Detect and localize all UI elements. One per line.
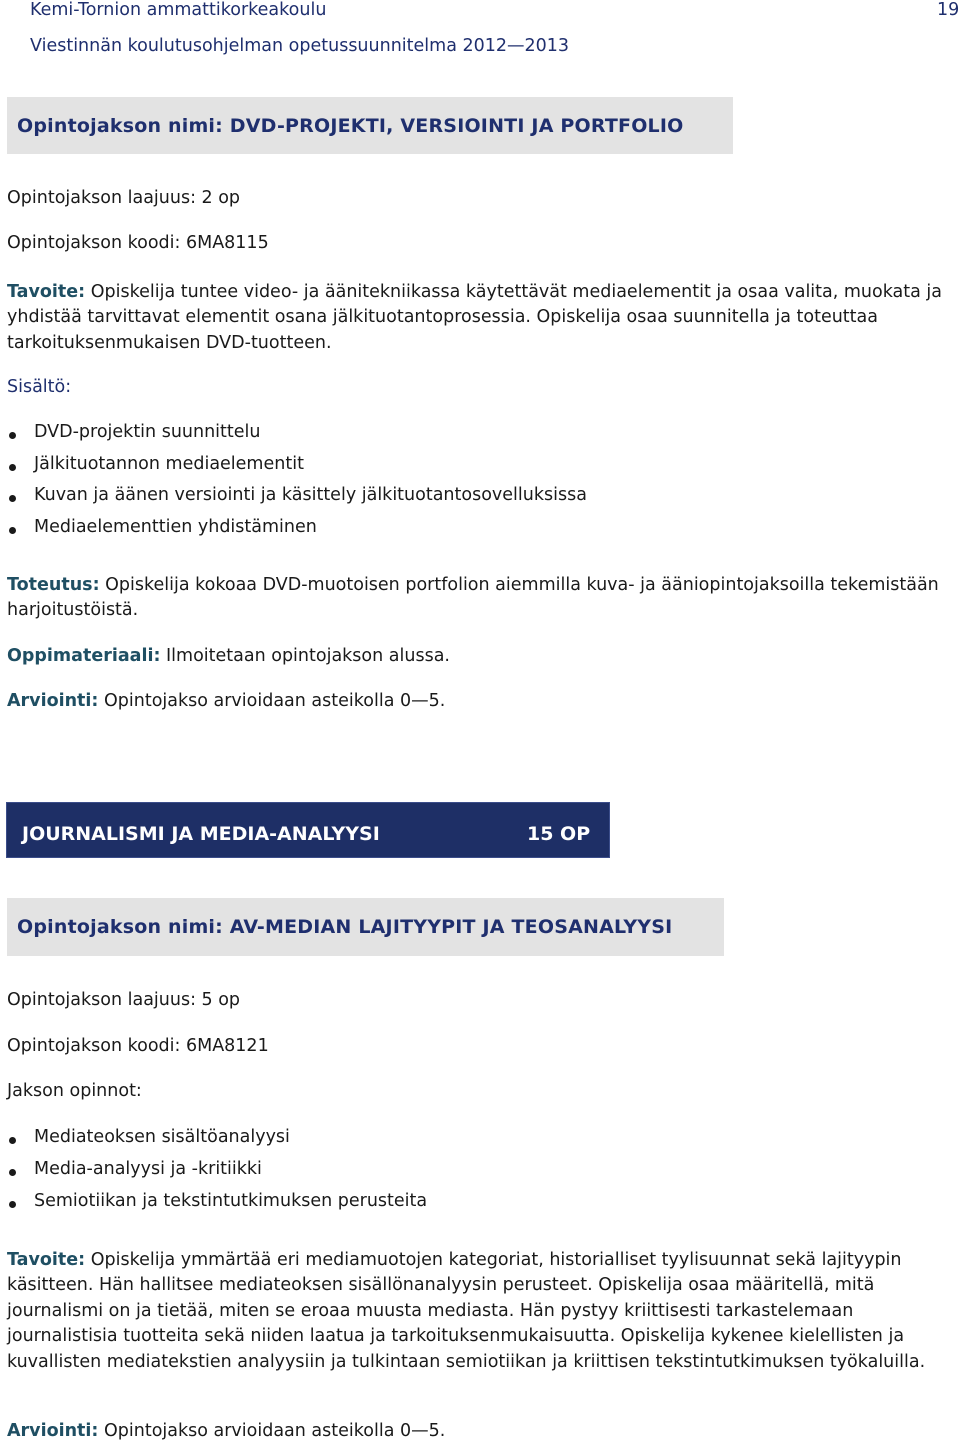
course-title: Opintojakson nimi: AV-MEDIAN LAJITYYPIT JA TEOSANALYYSI: [17, 916, 673, 938]
course-code: Opintojakson koodi: 6MA8115: [7, 233, 269, 253]
bullet-icon: [9, 527, 16, 534]
goal-label: Tavoite:: [7, 1250, 86, 1270]
course-code: Opintojakson koodi: 6MA8121: [7, 1036, 269, 1056]
assessment-label: Arviointi:: [7, 691, 99, 711]
course-goal: [7, 280, 957, 356]
implementation-text: Opiskelija kokoaa DVD-muotoisen portfolion aiemmilla kuva- ja ääniopintojaksoilla tekemistään harjoitustöistä.: [7, 575, 939, 621]
goal-text: Opiskelija ymmärtää eri mediamuotojen kategoriat, historialliset tyylisuunnat sekä lajityypin käsitteen. Hän hallitsee mediateoksen sisällönanalyysin perusteet. Opiskelija osaa määritellä, mitä journalismi on ja tietää, miten se eroaa muusta mediasta. Hän pystyy kriittisesti tarkastelemaan journalistisia tuotteita sekä niiden laatua ja tarkoituksenmukaisuutta. Opiskelija kykenee kielellisten ja kuvallisten mediatekstien analyysiin ja tulkintaan semiotiikan ja kriittisen tekstintutkimuksen työkaluilla.: [7, 1250, 926, 1372]
bullet-icon: [9, 464, 16, 471]
assessment-text: Opintojakso arvioidaan asteikolla 0—5.: [98, 691, 446, 711]
page-number: 19: [937, 0, 960, 20]
course-assessment: [7, 1421, 445, 1441]
content-label: Sisältö:: [7, 377, 72, 397]
institution-name: Kemi-Tornion ammattikorkeakoulu: [30, 0, 327, 20]
course-scope: Opintojakson laajuus: 2 op: [7, 188, 241, 208]
module-title: JOURNALISMI JA MEDIA-ANALYYSI: [22, 823, 380, 845]
module-banner: [6, 802, 610, 858]
bullet-icon: [9, 1137, 16, 1144]
goal-label: Tavoite:: [7, 282, 86, 302]
course-goal: [7, 1248, 957, 1375]
curriculum-title: Viestinnän koulutusohjelman opetussuunnitelma 2012—2013: [30, 36, 570, 56]
course-title-box: [7, 898, 724, 956]
bullet-icon: [9, 495, 16, 502]
bullet-icon: [9, 432, 16, 439]
course-materials: [7, 646, 450, 666]
materials-text: Ilmoitetaan opintojakson alussa.: [160, 646, 450, 666]
bullet-icon: [9, 1169, 16, 1176]
materials-label: Oppimateriaali:: [7, 646, 161, 666]
goal-text: Opiskelija tuntee video- ja äänitekniikassa käytettävät mediaelementit ja osaa valita, muokata ja yhdistää tarvittavat elementit osana jälkituotantoprosessia. Opiskelija osaa suunnitella ja toteuttaa tarkoituksenmukaisen DVD-tuotteen.: [7, 282, 943, 353]
bullet-icon: [9, 1201, 16, 1208]
course-scope: Opintojakson laajuus: 5 op: [7, 990, 241, 1010]
course-title-box: [7, 97, 733, 154]
implementation-label: Toteutus:: [7, 575, 100, 595]
studies-label: Jakson opinnot:: [7, 1081, 142, 1101]
assessment-text: Opintojakso arvioidaan asteikolla 0—5.: [98, 1421, 446, 1441]
course-implementation: [7, 573, 957, 624]
module-credits: 15 OP: [527, 823, 591, 845]
course-assessment: [7, 691, 445, 711]
course-title: Opintojakson nimi: DVD-PROJEKTI, VERSIOINTI JA PORTFOLIO: [17, 114, 684, 137]
assessment-label: Arviointi:: [7, 1421, 99, 1441]
